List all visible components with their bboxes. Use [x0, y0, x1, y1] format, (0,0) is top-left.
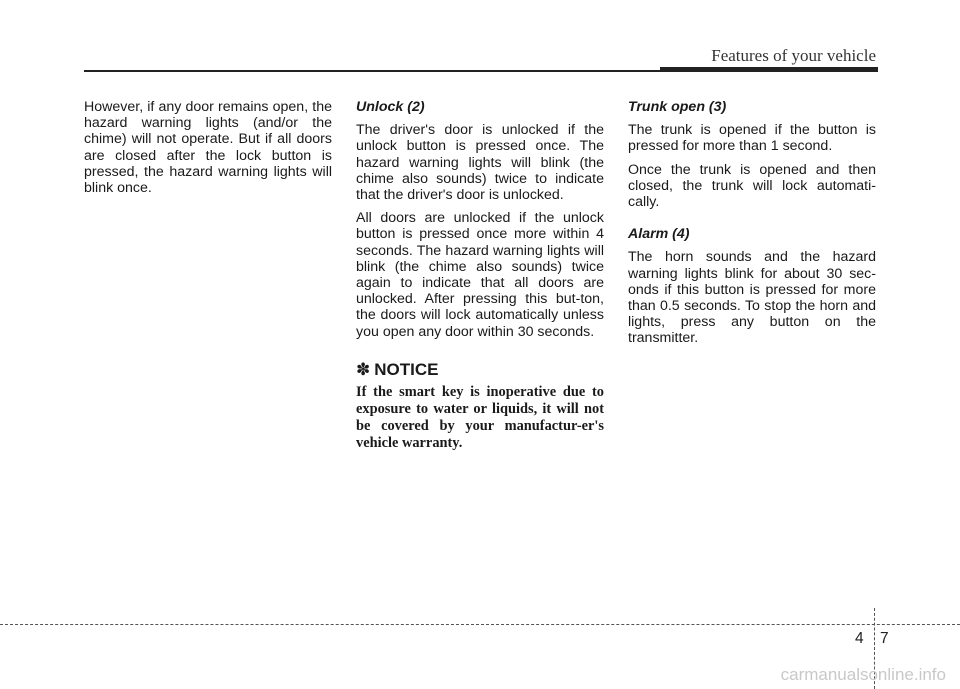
trunk-paragraph-2: Once the trunk is opened and then closed, the trunk will lock automati-cally. [628, 161, 876, 211]
notice-icon: ✽ [356, 359, 371, 379]
page-number: 7 [880, 630, 889, 647]
watermark: carmanualsonline.info [780, 665, 946, 684]
alarm-paragraph: The horn sounds and the hazard warning lights blink for about 30 sec-onds if this button is pressed for more than 0.5 seconds. To stop the horn and lights, press any button on the transmitter. [628, 249, 876, 347]
hazard-warning-paragraph: However, if any door remains open, the hazard warning lights (and/or the chime) will not operate. But if all doors are closed after the lock button is pressed, the hazard warning lights will blink once. [84, 99, 332, 197]
header-rule [84, 70, 660, 72]
unlock-heading: Unlock (2) [356, 99, 425, 115]
column-1 [84, 99, 332, 203]
notice-title: NOTICE [374, 359, 439, 379]
section-title: Features of your vehicle [711, 46, 876, 65]
trunk-open-heading: Trunk open (3) [628, 99, 727, 115]
chapter-number: 4 [855, 630, 864, 647]
unlock-paragraph-1: The driver's door is unlocked if the unlock button is pressed once. The hazard warning lights will blink (the chime also sounds) twice to indicate that the driver's door is unlocked. [356, 122, 604, 204]
footer-rule [0, 624, 960, 625]
unlock-paragraph-2: All doors are unlocked if the unlock button is pressed once more within 4 seconds. The hazard warning lights will blink (the chime also sounds) twice again to indicate that all doors are unlocked. After pressing this but-ton, the doors will lock automatically unless you open any door within 30 seconds. [356, 210, 604, 340]
trunk-paragraph-1: The trunk is opened if the button is pressed for more than 1 second. [628, 122, 876, 155]
alarm-heading: Alarm (4) [628, 226, 690, 243]
notice-text: If the smart key is inoperative due to exposure to water or liquids, it will not be covered by your manufactur-er's vehicle warranty. [356, 384, 604, 452]
header-rule-accent [660, 67, 878, 72]
notice-heading [356, 359, 604, 379]
column-2 [356, 99, 604, 459]
column-3 [628, 99, 876, 354]
